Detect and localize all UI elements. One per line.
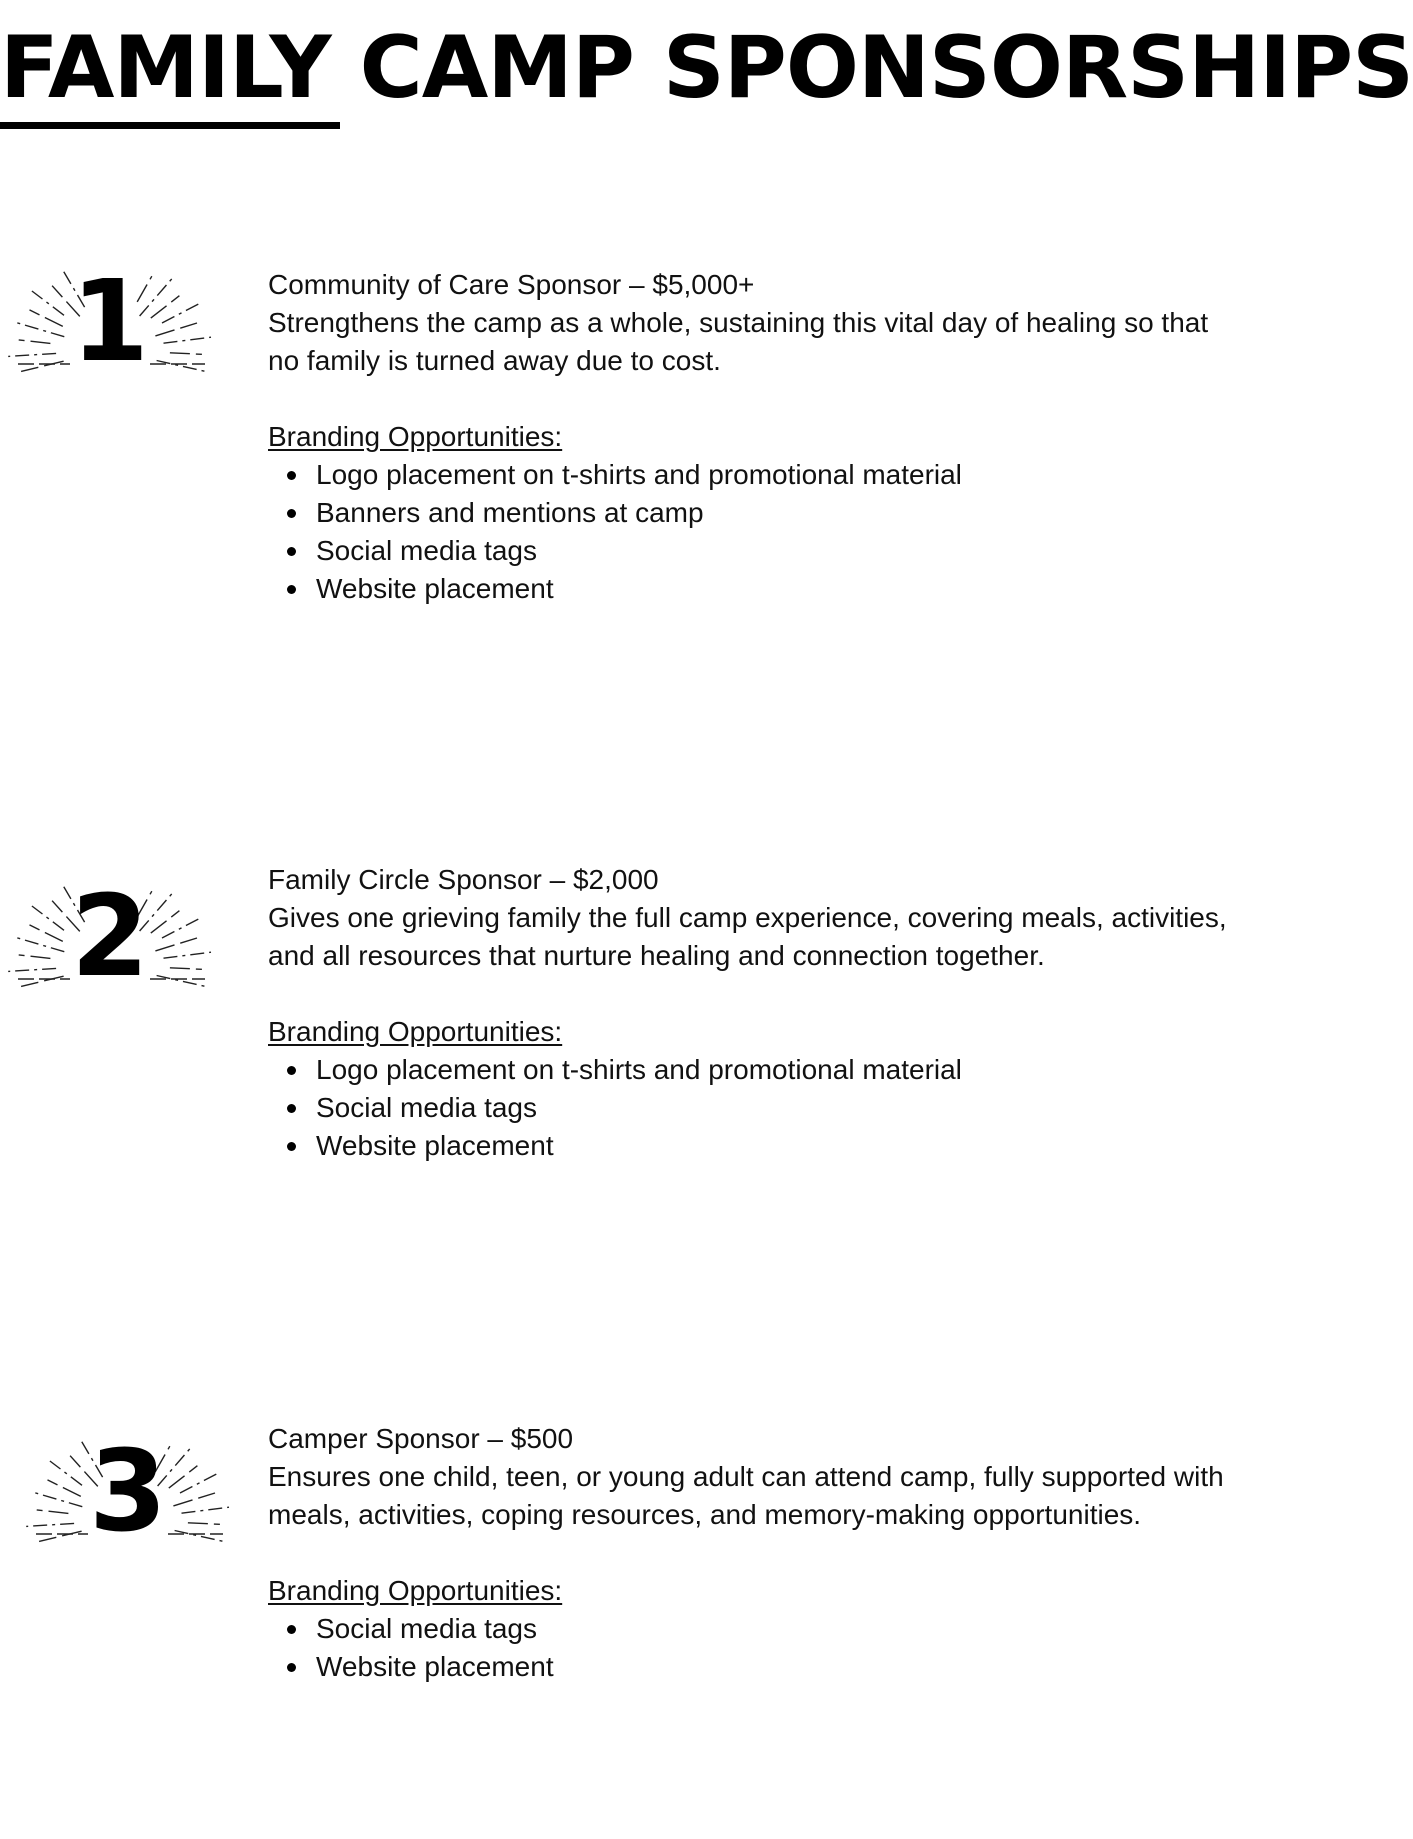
list-item: Social media tags [268, 1089, 1243, 1127]
sunburst-ray [169, 1466, 198, 1488]
sunburst-ray [173, 1493, 215, 1506]
benefit-list [268, 1610, 1243, 1686]
tier-number: 3 [89, 1427, 167, 1557]
sunburst-ray [50, 1461, 82, 1485]
sunburst-ray [19, 340, 51, 344]
sunburst-ray [21, 976, 64, 986]
sunburst-ray [188, 1523, 220, 1525]
list-item: Social media tags [268, 532, 1243, 570]
sunburst-ray [151, 911, 180, 933]
sunburst-ray [155, 323, 197, 336]
benefit-list [268, 1051, 1243, 1165]
sunburst-ray [155, 938, 197, 951]
sunburst-ray [162, 919, 198, 938]
branding-label: Branding Opportunities: [268, 1575, 563, 1606]
sunburst-ray [21, 361, 64, 371]
tier-heading: Family Circle Sponsor – $2,000 [268, 864, 659, 895]
sunburst-ray [180, 1474, 216, 1493]
list-item: Website placement [268, 1648, 1243, 1686]
list-item: Logo placement on t-shirts and promotional material [268, 456, 1243, 494]
benefit-list [268, 456, 1243, 608]
sunburst-ray [48, 1480, 81, 1497]
sunburst-ray [182, 1507, 230, 1513]
tier-heading: Camper Sponsor – $500 [268, 1423, 574, 1454]
sunburst-number-icon [0, 865, 240, 1005]
sunburst-ray [157, 976, 209, 988]
tier-content [268, 861, 1243, 1165]
sunburst-ray [164, 337, 212, 343]
sunburst-number-icon [0, 250, 240, 390]
tier-description: Gives one grieving family the full camp experience, covering meals, activities, and all resources that nurture healing and connection together. [268, 902, 1227, 971]
title-underline [0, 122, 340, 129]
sunburst-ray [37, 1510, 69, 1514]
sunburst-rays [0, 865, 240, 1005]
tier-heading: Community of Care Sponsor – $5,000+ [268, 269, 755, 300]
list-item: Banners and mentions at camp [268, 494, 1243, 532]
sunburst-ray [157, 361, 209, 373]
sunburst-number-icon [18, 1420, 258, 1560]
sunburst-ray [164, 952, 212, 958]
tier-description: Ensures one child, teen, or young adult can attend camp, fully supported with meals, activities, coping resources, and memory-making opportunities. [268, 1461, 1224, 1530]
sunburst-ray [39, 1531, 82, 1541]
tier-number: 1 [71, 257, 149, 387]
branding-label: Branding Opportunities: [268, 421, 563, 452]
sunburst-ray [175, 1531, 227, 1543]
sunburst-ray [26, 1523, 74, 1526]
sunburst-ray [151, 296, 180, 318]
sunburst-ray [170, 353, 202, 355]
list-item: Logo placement on t-shirts and promotional material [268, 1051, 1243, 1089]
sunburst-ray [8, 353, 56, 356]
branding-label: Branding Opportunities: [268, 1016, 563, 1047]
tier-number: 2 [71, 872, 149, 1002]
list-item: Website placement [268, 570, 1243, 608]
sunburst-rays [0, 250, 240, 390]
sunburst-ray [162, 304, 198, 323]
tier-content [268, 1420, 1243, 1686]
sunburst-ray [19, 955, 51, 959]
sunburst-ray [32, 906, 64, 930]
sunburst-ray [8, 968, 56, 971]
sunburst-ray [170, 968, 202, 970]
page-title: FAMILY CAMP SPONSORSHIPS [0, 18, 1413, 118]
list-item: Social media tags [268, 1610, 1243, 1648]
list-item: Website placement [268, 1127, 1243, 1165]
sunburst-ray [32, 291, 64, 315]
sunburst-ray [30, 925, 63, 942]
sunburst-ray [30, 310, 63, 327]
tier-content [268, 266, 1243, 608]
tier-description: Strengthens the camp as a whole, sustaining this vital day of healing so that no family is turned away due to cost. [268, 307, 1209, 376]
sunburst-rays [18, 1420, 258, 1560]
